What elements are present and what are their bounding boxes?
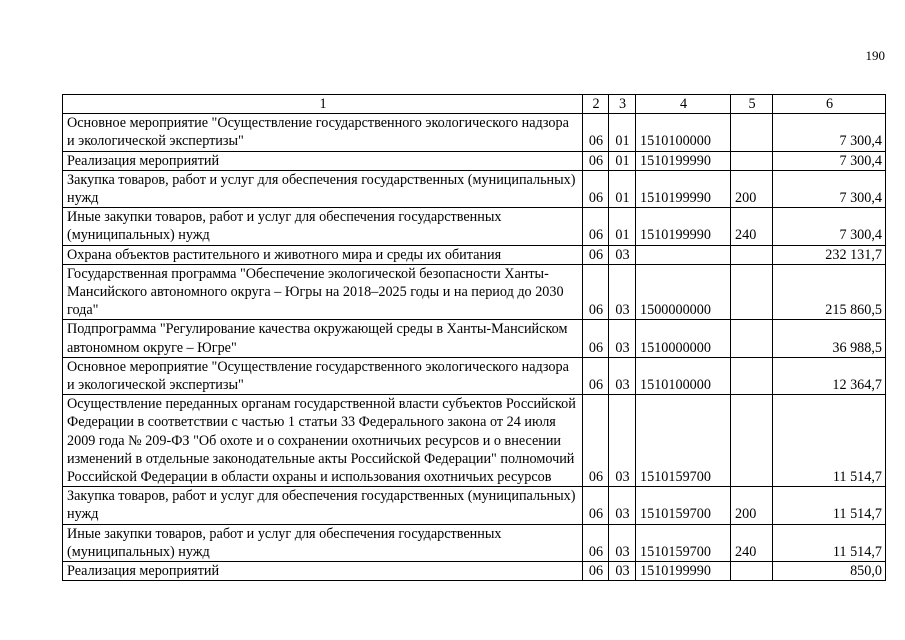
cell-subsection: 03 (609, 395, 636, 487)
cell-section: 06 (583, 562, 609, 581)
cell-section: 06 (583, 320, 609, 357)
column-header-amount: 6 (773, 95, 886, 114)
cell-target-article: 1510000000 (636, 320, 731, 357)
cell-expense-type (731, 320, 773, 357)
cell-subsection: 01 (609, 114, 636, 151)
cell-amount: 7 300,4 (773, 151, 886, 170)
table-row (63, 357, 886, 394)
cell-subsection: 03 (609, 245, 636, 264)
cell-name: Реализация мероприятий (63, 151, 583, 170)
table-row (63, 395, 886, 487)
cell-expense-type (731, 114, 773, 151)
column-header-name: 1 (63, 95, 583, 114)
cell-section: 06 (583, 245, 609, 264)
cell-subsection: 03 (609, 357, 636, 394)
table-row (63, 114, 886, 151)
cell-name: Основное мероприятие "Осуществление государственного экологического надзора и экологической экспертизы" (63, 114, 583, 151)
cell-amount: 215 860,5 (773, 264, 886, 320)
cell-target-article: 1500000000 (636, 264, 731, 320)
cell-target-article: 1510100000 (636, 114, 731, 151)
cell-subsection: 03 (609, 320, 636, 357)
cell-name: Иные закупки товаров, работ и услуг для обеспечения государственных (муниципальных) нужд (63, 524, 583, 561)
cell-section: 06 (583, 151, 609, 170)
cell-target-article: 1510199990 (636, 170, 731, 207)
cell-subsection: 03 (609, 487, 636, 524)
cell-name: Закупка товаров, работ и услуг для обеспечения государственных (муниципальных) нужд (63, 170, 583, 207)
cell-amount: 11 514,7 (773, 395, 886, 487)
cell-expense-type (731, 245, 773, 264)
cell-amount: 11 514,7 (773, 487, 886, 524)
cell-expense-type: 200 (731, 487, 773, 524)
cell-name: Основное мероприятие "Осуществление государственного экологического надзора и экологической экспертизы" (63, 357, 583, 394)
cell-expense-type (731, 264, 773, 320)
cell-section: 06 (583, 208, 609, 245)
cell-amount: 7 300,4 (773, 170, 886, 207)
cell-name: Подпрограмма "Регулирование качества окружающей среды в Ханты-Мансийском автономном округе – Югре" (63, 320, 583, 357)
cell-target-article: 1510159700 (636, 395, 731, 487)
cell-section: 06 (583, 170, 609, 207)
cell-subsection: 01 (609, 170, 636, 207)
cell-target-article: 1510159700 (636, 524, 731, 561)
table-row (63, 320, 886, 357)
cell-target-article: 1510199990 (636, 208, 731, 245)
column-header-expense-type: 5 (731, 95, 773, 114)
cell-amount: 850,0 (773, 562, 886, 581)
cell-expense-type: 200 (731, 170, 773, 207)
cell-target-article: 1510100000 (636, 357, 731, 394)
cell-name: Закупка товаров, работ и услуг для обеспечения государственных (муниципальных) нужд (63, 487, 583, 524)
cell-amount: 7 300,4 (773, 114, 886, 151)
cell-section: 06 (583, 357, 609, 394)
table-row (63, 524, 886, 561)
cell-subsection: 03 (609, 562, 636, 581)
table-row (63, 208, 886, 245)
page-number: 190 (865, 48, 885, 63)
cell-amount: 36 988,5 (773, 320, 886, 357)
cell-name: Охрана объектов растительного и животного мира и среды их обитания (63, 245, 583, 264)
cell-section: 06 (583, 114, 609, 151)
cell-subsection: 01 (609, 151, 636, 170)
table-row (63, 562, 886, 581)
budget-table (62, 94, 886, 581)
cell-amount: 232 131,7 (773, 245, 886, 264)
cell-name: Осуществление переданных органам государственной власти субъектов Российской Федерации в соответствии с частью 1 статьи 33 Федерального закона от 24 июля 2009 года № 209-ФЗ "Об охоте и о сохранении охотничьих ресурсов и о внесении изменений в отдельные законодательные акты Российской Федерации" полномочий Российской Федерации в области охраны и использования охотничьих ресурсов (63, 395, 583, 487)
cell-expense-type: 240 (731, 208, 773, 245)
table-row (63, 151, 886, 170)
cell-name: Реализация мероприятий (63, 562, 583, 581)
cell-section: 06 (583, 264, 609, 320)
cell-expense-type: 240 (731, 524, 773, 561)
cell-subsection: 03 (609, 264, 636, 320)
cell-expense-type (731, 357, 773, 394)
cell-amount: 11 514,7 (773, 524, 886, 561)
cell-target-article (636, 245, 731, 264)
cell-section: 06 (583, 487, 609, 524)
cell-name: Государственная программа "Обеспечение экологической безопасности Ханты-Мансийского автономного округа – Югры на 2018–2025 годы и на период до 2030 года" (63, 264, 583, 320)
table-row (63, 264, 886, 320)
table-row (63, 487, 886, 524)
cell-target-article: 1510199990 (636, 562, 731, 581)
cell-amount: 7 300,4 (773, 208, 886, 245)
cell-expense-type (731, 562, 773, 581)
table-row (63, 170, 886, 207)
cell-subsection: 03 (609, 524, 636, 561)
cell-section: 06 (583, 524, 609, 561)
cell-name: Иные закупки товаров, работ и услуг для обеспечения государственных (муниципальных) нужд (63, 208, 583, 245)
table-row (63, 245, 886, 264)
column-header-section: 2 (583, 95, 609, 114)
cell-section: 06 (583, 395, 609, 487)
column-header-target-article: 4 (636, 95, 731, 114)
column-header-subsection: 3 (609, 95, 636, 114)
cell-target-article: 1510199990 (636, 151, 731, 170)
cell-subsection: 01 (609, 208, 636, 245)
table-header-row (63, 95, 886, 114)
cell-expense-type (731, 151, 773, 170)
cell-amount: 12 364,7 (773, 357, 886, 394)
cell-target-article: 1510159700 (636, 487, 731, 524)
cell-expense-type (731, 395, 773, 487)
